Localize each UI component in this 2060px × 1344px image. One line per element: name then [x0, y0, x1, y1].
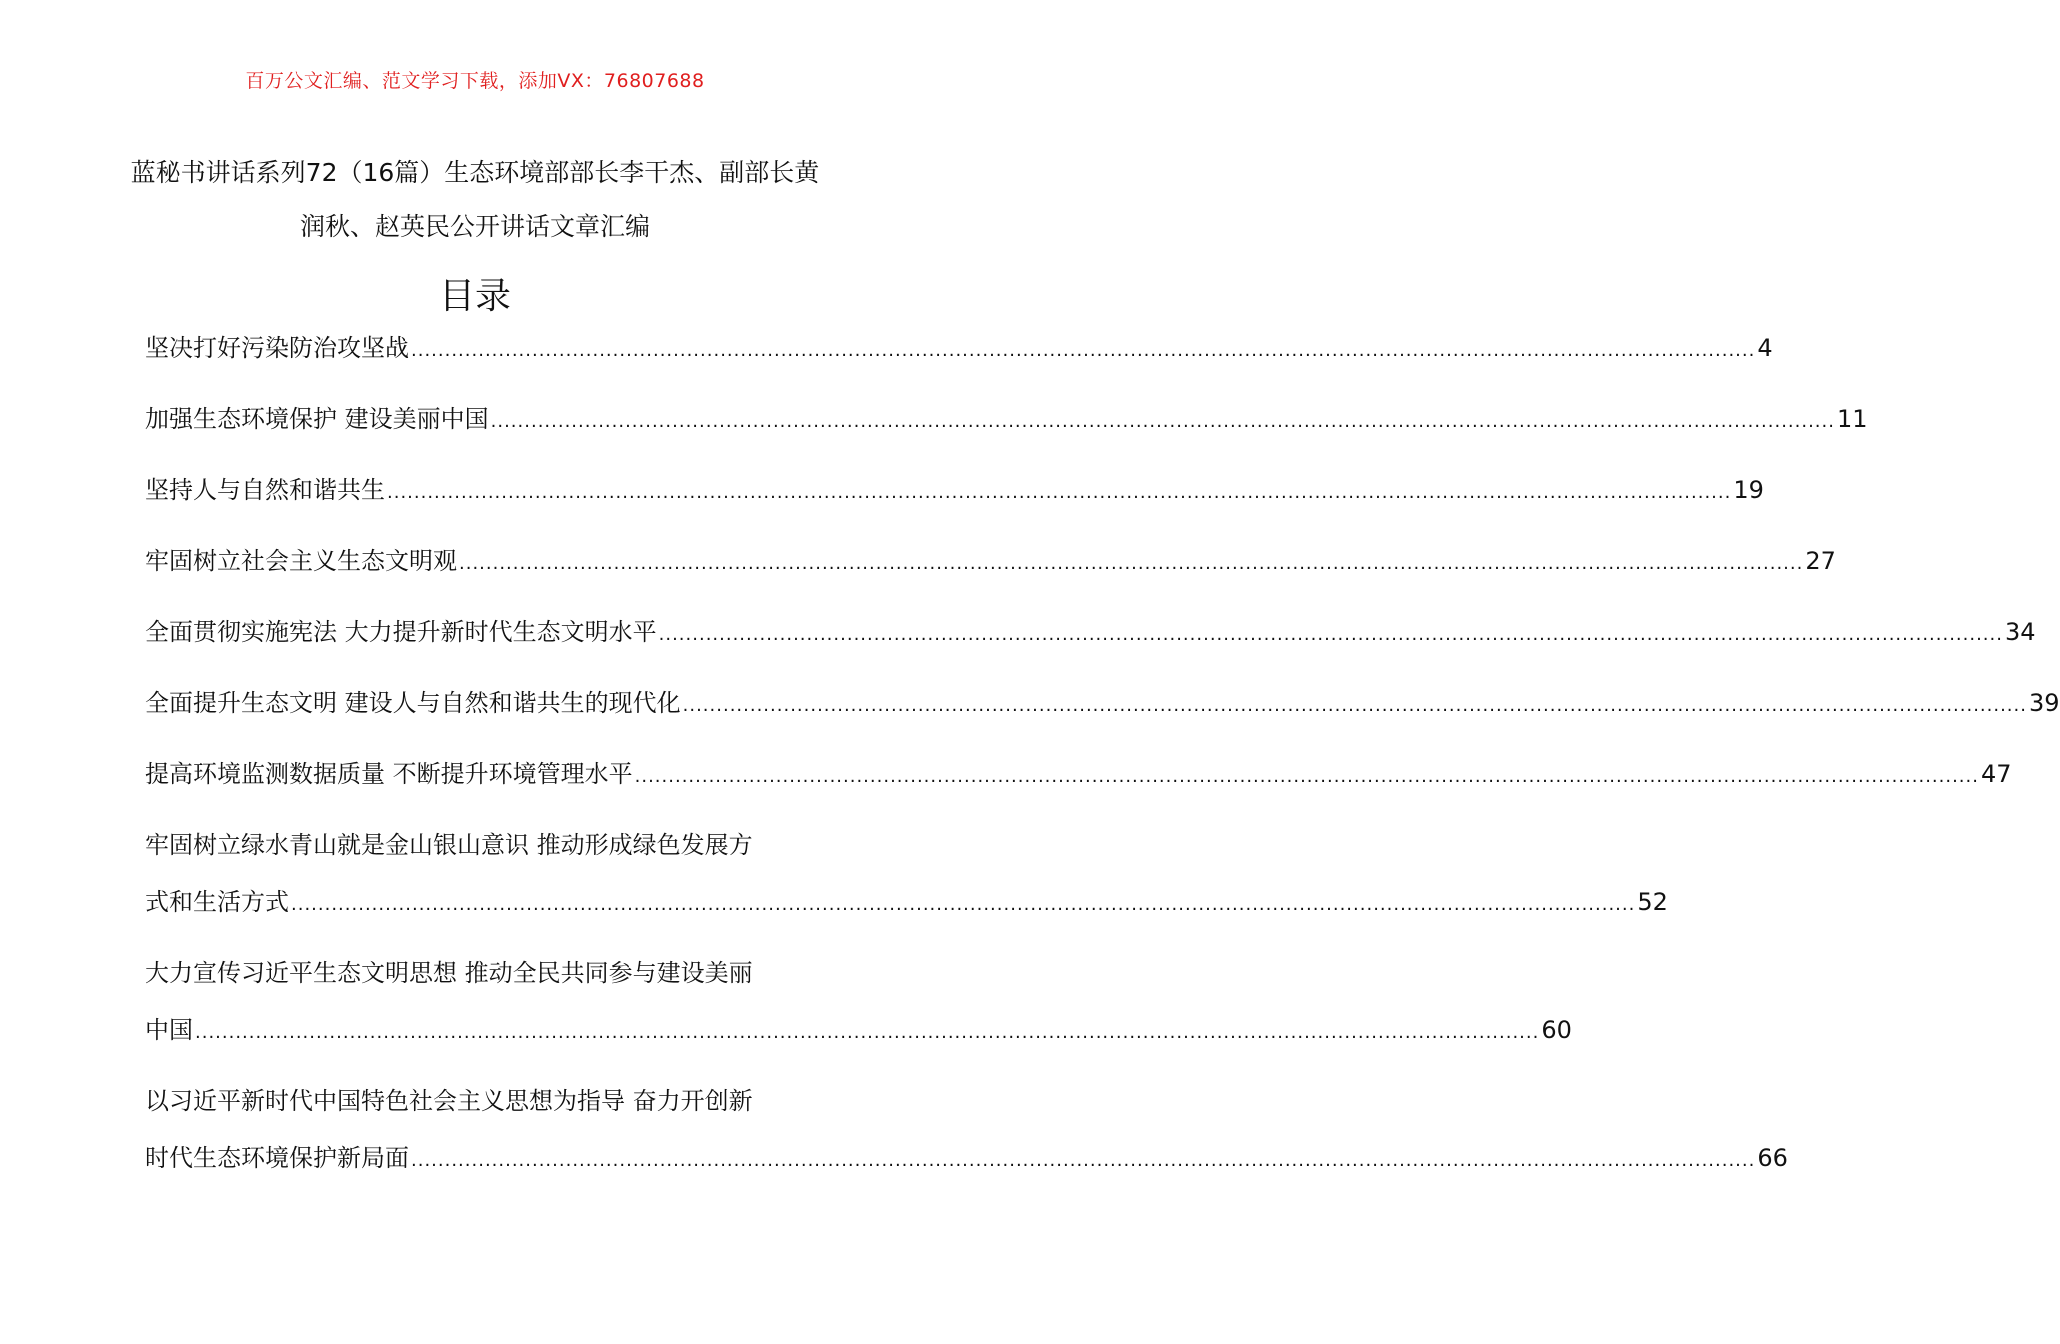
toc-entry-title-line1: 大力宣传习近平生态文明思想 推动全民共同参与建设美丽	[145, 959, 753, 987]
toc-leader-dots: ........................................................................................................................................................................................................	[490, 411, 1835, 432]
toc-entry-title: 提高环境监测数据质量 不断提升环境管理水平	[145, 760, 633, 788]
toc-entry-page: 11	[1836, 405, 1868, 433]
toc-heading: 目录	[438, 276, 511, 317]
toc-leader-dots: ........................................................................................................................................................................................................	[195, 1022, 1540, 1043]
toc-entry[interactable]	[145, 472, 1764, 508]
document-title: 蓝秘书讲话系列72（16篇）生态环境部部长李干杰、副部长黄润秋、赵英民公开讲话文章汇编	[130, 158, 820, 241]
toc-entry[interactable]	[145, 1083, 1788, 1176]
toc-entry-title: 式和生活方式	[145, 888, 289, 916]
toc-entry-page: 34	[2004, 618, 2036, 646]
toc-entry-title-line1: 以习近平新时代中国特色社会主义思想为指导 奋力开创新	[145, 1087, 753, 1115]
toc-entry-title: 中国	[145, 1016, 193, 1044]
toc-entry-page: 4	[1757, 334, 1773, 362]
toc-entry-page: 52	[1637, 888, 1668, 916]
toc-leader-dots: ........................................................................................................................................................................................................	[411, 340, 1756, 361]
promo-banner: 百万公文汇编、范文学习下载，添加VX：76807688	[245, 70, 705, 92]
toc-entry-title: 坚持人与自然和谐共生	[145, 476, 385, 504]
toc-entry-title-line1: 牢固树立绿水青山就是金山银山意识 推动形成绿色发展方	[145, 831, 753, 859]
toc-entry[interactable]	[145, 401, 1868, 437]
toc-entry-title: 牢固树立社会主义生态文明观	[145, 547, 457, 575]
toc-entry[interactable]	[145, 543, 1836, 579]
table-of-contents	[145, 330, 2060, 1176]
toc-entry-title: 加强生态环境保护 建设美丽中国	[145, 405, 489, 433]
toc-entry-title: 全面提升生态文明 建设人与自然和谐共生的现代化	[145, 689, 681, 717]
toc-leader-dots: ........................................................................................................................................................................................................	[634, 766, 1979, 787]
toc-entry[interactable]	[145, 827, 1668, 920]
toc-entry[interactable]	[145, 756, 2012, 792]
toc-entry-page: 27	[1805, 547, 1836, 575]
toc-entry-page: 47	[1980, 760, 2012, 788]
toc-leader-dots: ........................................................................................................................................................................................................	[682, 695, 2027, 716]
toc-leader-dots: ........................................................................................................................................................................................................	[459, 553, 1804, 574]
toc-entry-title: 全面贯彻实施宪法 大力提升新时代生态文明水平	[145, 618, 657, 646]
toc-leader-dots: ........................................................................................................................................................................................................	[411, 1150, 1756, 1171]
toc-leader-dots: ........................................................................................................................................................................................................	[291, 894, 1636, 915]
toc-entry-page: 60	[1541, 1016, 1572, 1044]
toc-entry[interactable]	[145, 955, 1572, 1048]
toc-entry[interactable]	[145, 614, 2036, 650]
toc-entry-page: 39	[2028, 689, 2060, 717]
toc-leader-dots: ........................................................................................................................................................................................................	[658, 624, 2003, 645]
toc-entry[interactable]	[145, 685, 2060, 721]
toc-entry-page: 19	[1733, 476, 1764, 504]
toc-entry-title: 坚决打好污染防治攻坚战	[145, 334, 409, 362]
toc-entry-page: 66	[1757, 1144, 1788, 1172]
toc-leader-dots: ........................................................................................................................................................................................................	[387, 482, 1732, 503]
toc-entry-title: 时代生态环境保护新局面	[145, 1144, 409, 1172]
toc-entry[interactable]	[145, 330, 1773, 366]
